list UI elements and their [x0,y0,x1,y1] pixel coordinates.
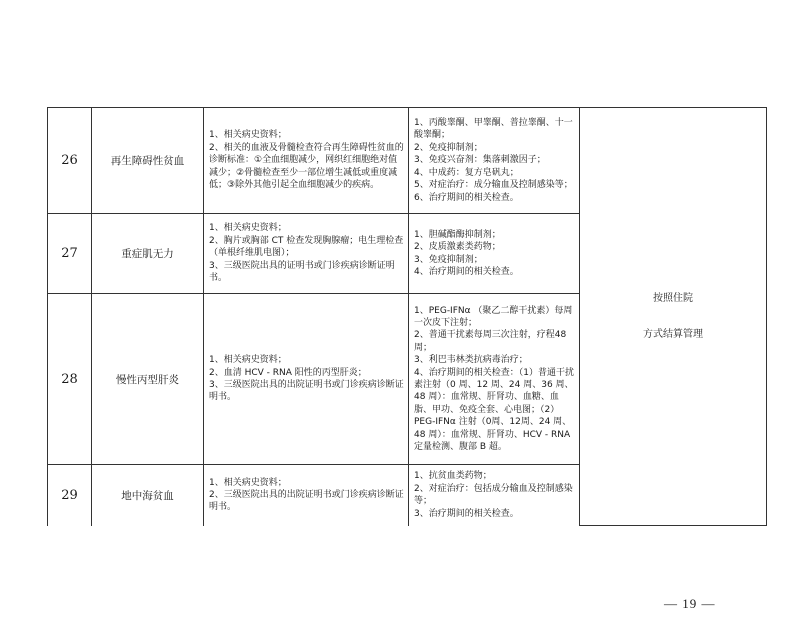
settlement-line-2: 方式结算管理 [643,328,703,340]
doc-line: 1、相关病史资料； [209,477,287,488]
doc-line: 3、三级医院出具的证明书或门诊疾病诊断证明书。 [209,260,395,284]
item-line: 1、胆碱酯酶抑制剂； [414,229,501,240]
doc-line: 3、三级医院出具的出院证明书或门诊疾病诊断证明书。 [209,380,404,403]
required-documents [204,465,409,526]
doc-line: 2、三级医院出具的出院证明书或门诊疾病诊断证明书。 [209,490,404,513]
item-line: 2、对症治疗：包括成分输血及控制感染等； [414,483,573,507]
doc-line: 1、相关病史资料； [209,355,287,366]
row-number: 27 [48,214,92,294]
row-number: 26 [48,108,92,214]
item-line: 3、免疫兴奋剂：集落刺激因子； [414,155,546,166]
item-line: 1、PEG-IFNα （聚乙二醇干扰素）每周一次皮下注射； [414,305,573,328]
item-line: 2、免疫抑制剂； [414,142,483,153]
treatment-items [409,108,580,214]
row-number: 29 [48,465,92,526]
item-line: 4、治疗期间的相关检查：（1）普通干扰素注射（0 周、12 周、24 周、36 周、48 周）：血常规、肝肾功、血糖、血脂、甲功、免疫全套、心电图；（2）PEG-IFNα 注射（0周、12周、24 周、48 周）：血常规、肝肾功、HCV - RNA 定量检测、腹部 B 超。 [414,367,574,453]
doc-line: 2、胸片或胸部 CT 检查发现胸腺瘤；电生理检查（单根纤维肌电图）； [209,235,404,259]
item-line: 3、利巴韦林类抗病毒治疗； [414,355,528,366]
doc-line: 2、相关的血液及骨髓检查符合再生障碍性贫血的诊断标准：①全血细胞减少，网织红细胞绝对值减少；②骨髓检查至少一部位增生减低或重度减低；③除外其他引起全血细胞减少的疾病。 [209,142,404,191]
item-line: 2、皮质激素类药物； [414,242,501,253]
required-documents [204,214,409,294]
item-line: 3、治疗期间的相关检查。 [414,508,519,519]
doc-line: 1、相关病史资料； [209,130,287,141]
disease-name: 慢性丙型肝炎 [92,294,204,465]
disease-name: 重症肌无力 [92,214,204,294]
required-documents [204,294,409,465]
item-line: 4、中成药：复方皂矾丸； [414,167,519,178]
item-line: 2、普通干扰素每周三次注射，疗程48 周； [414,330,567,353]
disease-name: 地中海贫血 [92,465,204,526]
settlement-method [580,108,767,526]
row-number: 28 [48,294,92,465]
item-line: 3、免疫抑制剂； [414,254,483,265]
item-line: 4、治疗期间的相关检查。 [414,266,519,277]
item-line: 1、丙酸睾酮、甲睾酮、普拉睾酮、十一酸睾酮； [414,118,573,141]
disease-name: 再生障碍性贫血 [92,108,204,214]
item-line: 1、抗贫血类药物； [414,471,492,482]
doc-line: 2、血清 HCV - RNA 阳性的丙型肝炎； [209,367,367,378]
treatment-items [409,465,580,526]
disease-table [47,107,767,526]
treatment-items [409,214,580,294]
required-documents [204,108,409,214]
item-line: 5、对症治疗：成分输血及控制感染等； [414,180,573,191]
settlement-line-1: 按照住院 [653,292,693,304]
doc-line: 1、相关病史资料； [209,223,287,234]
item-line: 6、治疗期间的相关检查。 [414,192,519,203]
treatment-items [409,294,580,465]
table-row [48,108,767,214]
page-number: — 19 — [664,596,716,611]
